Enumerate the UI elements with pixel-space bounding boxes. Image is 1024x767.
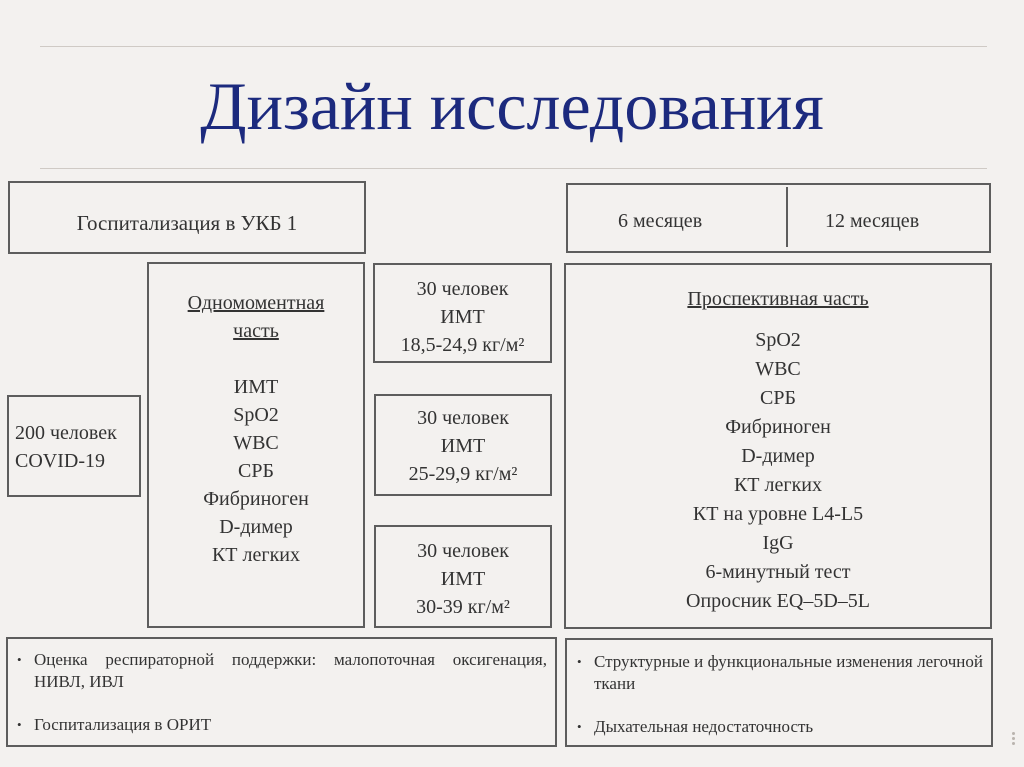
cohort-disease: COVID-19 (15, 450, 105, 472)
outcome-item: • Структурные и функциональные изменения легочной ткани (573, 651, 983, 695)
single-stage-item: КТ легких (211, 544, 301, 566)
group-metric: ИМТ (440, 435, 486, 457)
single-stage-item: ИМТ (233, 376, 279, 398)
cohort-count: 200 человек (15, 422, 117, 444)
group-count: 30 человек (417, 407, 509, 429)
prospective-box (564, 263, 992, 629)
single-stage-heading: Одномоментная (187, 292, 325, 314)
prospective-item: WBC (755, 358, 801, 380)
prospective-item: СРБ (760, 387, 796, 409)
outcome-item: • Оценка респираторной поддержки: малопоточная оксигенация, НИВЛ, ИВЛ (13, 649, 547, 693)
prospective-heading: Проспективная часть (687, 288, 869, 310)
prospective-item: КТ на уровне L4-L5 (692, 503, 864, 525)
followup-box (566, 183, 991, 253)
prospective-item: Фибриноген (725, 416, 831, 438)
outcomes-left-box (6, 637, 557, 747)
hospitalization-box (8, 181, 366, 254)
page-title: Дизайн исследования (200, 68, 824, 144)
title-divider (40, 168, 987, 169)
prospective-item: 6-минутный тест (705, 561, 851, 583)
group-range: 18,5-24,9 кг/м² (400, 334, 525, 356)
followup-6-months: 6 месяцев (618, 210, 703, 232)
bmi-group-2 (374, 394, 552, 496)
nav-dot-icon (1012, 732, 1015, 735)
bmi-group-3 (374, 525, 552, 628)
nav-dot-icon (1012, 742, 1015, 745)
group-range: 25-29,9 кг/м² (408, 463, 518, 485)
nav-dot-icon (1012, 737, 1015, 740)
outcome-item: • Госпитализация в ОРИТ (13, 714, 547, 736)
followup-12-months: 12 месяцев (825, 210, 920, 232)
single-stage-item: СРБ (238, 460, 274, 482)
bmi-group-1 (373, 263, 552, 363)
slide-nav-dots[interactable] (1010, 730, 1016, 754)
group-metric: ИМТ (440, 568, 486, 590)
group-range: 30-39 кг/м² (416, 596, 510, 618)
prospective-item: КТ легких (733, 474, 823, 496)
single-stage-item: SpO2 (233, 404, 279, 426)
single-stage-item: Фибриноген (203, 488, 309, 510)
single-stage-item: D-димер (219, 516, 293, 538)
single-stage-box (147, 262, 365, 628)
prospective-item: IgG (762, 532, 794, 554)
single-stage-heading-2: часть (233, 320, 279, 342)
followup-separator (786, 187, 788, 247)
hospitalization-label: Госпитализация в УКБ 1 (76, 211, 298, 235)
prospective-item: D-димер (741, 445, 815, 467)
cohort-box (7, 395, 141, 497)
group-metric: ИМТ (440, 306, 485, 328)
group-count: 30 человек (416, 278, 509, 300)
outcome-item: • Дыхательная недостаточность (573, 716, 983, 738)
group-count: 30 человек (417, 540, 509, 562)
prospective-item: SpO2 (755, 329, 801, 351)
single-stage-item: WBC (233, 432, 279, 454)
top-divider (40, 46, 987, 47)
outcomes-right-box (565, 638, 993, 747)
prospective-item: Опросник EQ–5D–5L (686, 590, 870, 612)
